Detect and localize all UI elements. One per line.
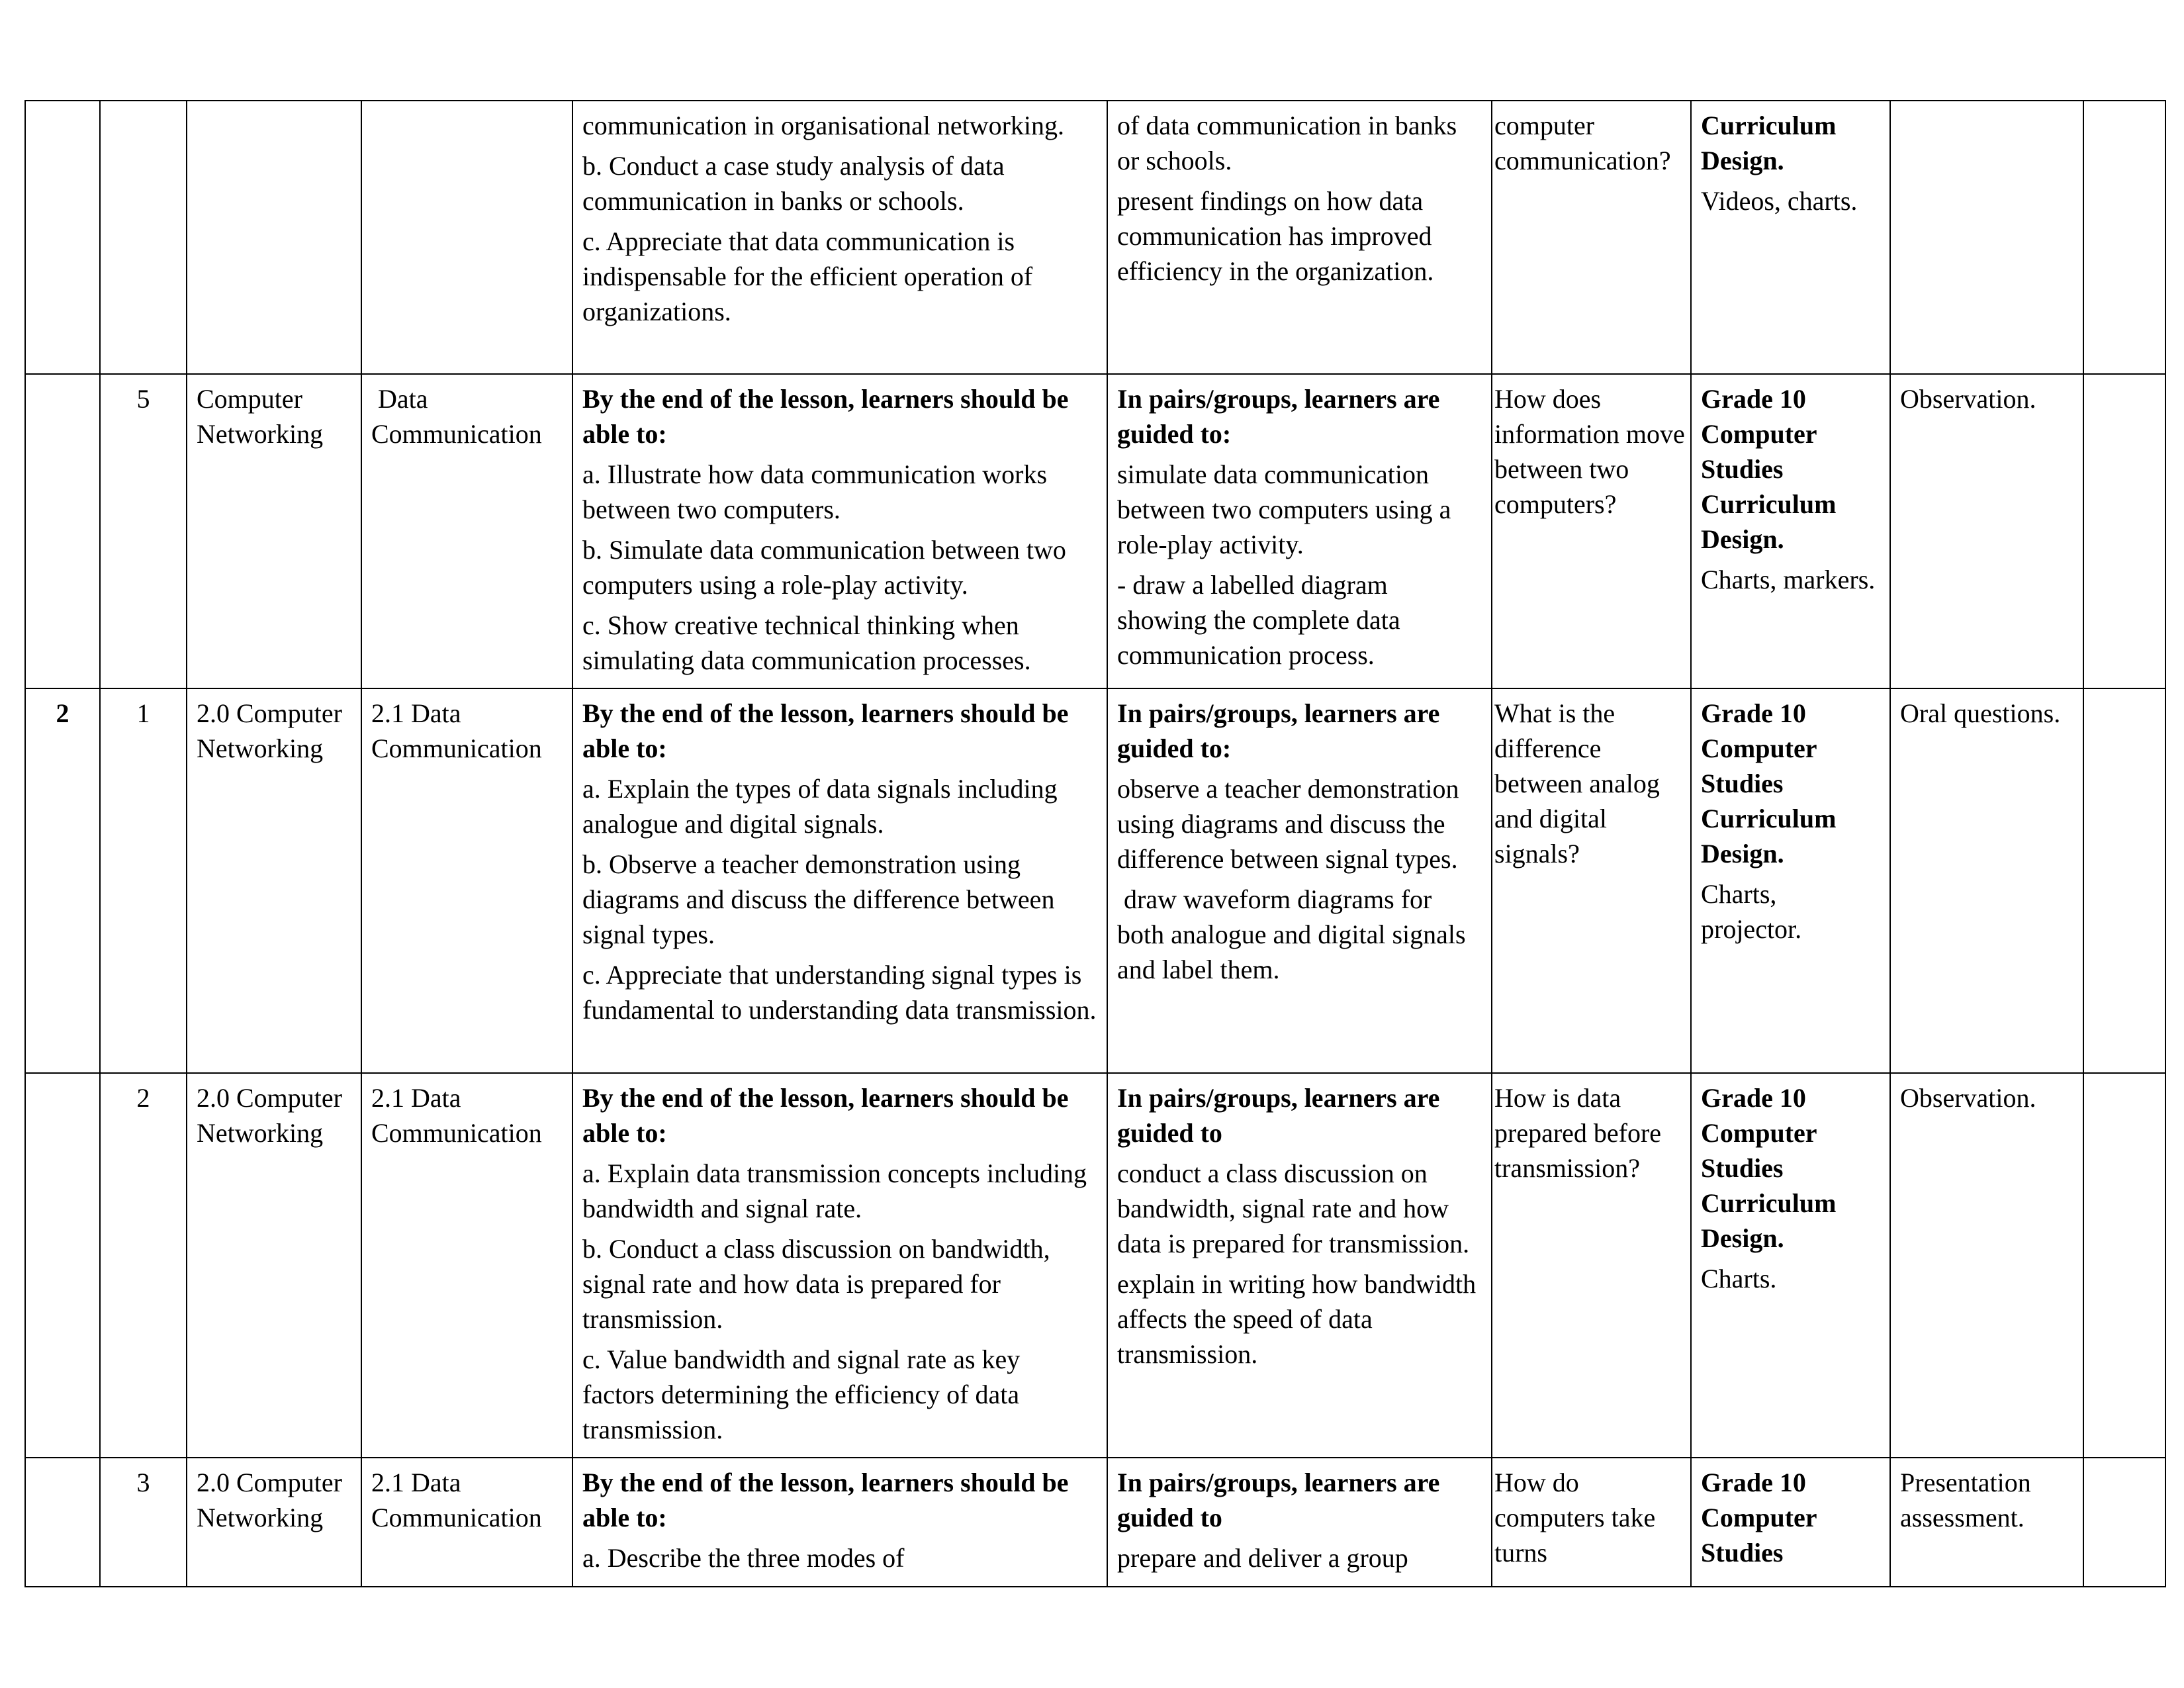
key-inquiry-cell: How is data prepared before transmission? <box>1492 1073 1691 1458</box>
outcome-heading: By the end of the lesson, learners should be able to: <box>582 698 1069 763</box>
reflection-cell <box>2083 374 2165 688</box>
strand-cell <box>187 101 361 374</box>
key-inquiry-cell: How does information move between two computers? <box>1492 374 1691 688</box>
lesson-cell: 2 <box>100 1073 187 1458</box>
resources-cell <box>1691 101 1890 374</box>
assessment-cell: Presentation assessment. <box>1890 1458 2083 1587</box>
outcome-text: a. Describe the three modes of <box>582 1543 905 1573</box>
week-cell <box>25 1458 100 1587</box>
assessment-cell: Observation. <box>1890 1073 2083 1458</box>
resource-reference: Grade 10 Computer Studies Curriculum Design. <box>1701 1083 1837 1253</box>
assessment-cell: Observation. <box>1890 374 2083 688</box>
resources-cell <box>1691 1458 1890 1587</box>
experience-text: - draw a labelled diagram showing the complete data communication process. <box>1117 570 1400 670</box>
experience-text: prepare and deliver a group <box>1117 1543 1408 1573</box>
outcome-text: c. Show creative technical thinking when simulating data communication processes. <box>582 610 1031 675</box>
resource-reference: Curriculum Design. <box>1701 111 1837 175</box>
outcome-text: c. Value bandwidth and signal rate as key factors determining the efficiency of data transmission. <box>582 1344 1021 1444</box>
outcome-heading: By the end of the lesson, learners should be able to: <box>582 1083 1069 1148</box>
learning-experiences-cell <box>1107 101 1492 374</box>
strand-cell: 2.0 Computer Networking <box>187 1458 361 1587</box>
experience-text: draw waveform diagrams for both analogue and digital signals and label them. <box>1117 884 1473 984</box>
resource-items: Videos, charts. <box>1701 186 1858 216</box>
reflection-cell <box>2083 688 2165 1073</box>
outcome-text: a. Illustrate how data communication works between two computers. <box>582 459 1048 524</box>
learning-experiences-cell <box>1107 1458 1492 1587</box>
experience-heading: In pairs/groups, learners are guided to <box>1117 1083 1440 1148</box>
week-cell <box>25 101 100 374</box>
learning-outcomes-cell <box>572 1073 1107 1458</box>
strand-cell: 2.0 Computer Networking <box>187 688 361 1073</box>
lesson-cell: 1 <box>100 688 187 1073</box>
strand-cell: 2.0 Computer Networking <box>187 1073 361 1458</box>
sub-strand-cell: 2.1 Data Communication <box>361 1073 572 1458</box>
resource-reference: Grade 10 Computer Studies Curriculum Design. <box>1701 698 1837 868</box>
learning-experiences-cell <box>1107 688 1492 1073</box>
strand-cell: Computer Networking <box>187 374 361 688</box>
key-inquiry-cell: How do computers take turns <box>1492 1458 1691 1587</box>
experience-text: observe a teacher demonstration using diagrams and discuss the difference between signal types. <box>1117 774 1459 874</box>
table-row <box>25 1073 2165 1458</box>
outcome-text: a. Explain the types of data signals including analogue and digital signals. <box>582 774 1058 839</box>
learning-outcomes-cell <box>572 101 1107 374</box>
experience-heading: In pairs/groups, learners are guided to: <box>1117 698 1440 763</box>
assessment-cell <box>1890 101 2083 374</box>
outcome-text: communication in organisational networking. <box>582 111 1065 140</box>
table-row <box>25 688 2165 1073</box>
key-inquiry-cell: What is the difference between analog and digital signals? <box>1492 688 1691 1073</box>
reflection-cell <box>2083 101 2165 374</box>
sub-strand-cell: 2.1 Data Communication <box>361 1458 572 1587</box>
outcome-text: b. Observe a teacher demonstration using diagrams and discuss the difference between signal types. <box>582 849 1055 949</box>
assessment-cell: Oral questions. <box>1890 688 2083 1073</box>
lesson-cell <box>100 101 187 374</box>
resource-items: Charts, projector. <box>1701 879 1802 944</box>
reflection-cell <box>2083 1458 2165 1587</box>
week-cell: 2 <box>25 688 100 1073</box>
experience-text: of data communication in banks or schools. <box>1117 111 1457 175</box>
reflection-cell <box>2083 1073 2165 1458</box>
key-inquiry-cell: computer communication? <box>1492 101 1691 374</box>
learning-outcomes-cell <box>572 688 1107 1073</box>
outcome-text: a. Explain data transmission concepts including bandwidth and signal rate. <box>582 1158 1087 1223</box>
experience-text: conduct a class discussion on bandwidth, signal rate and how data is prepared for transmission. <box>1117 1158 1470 1258</box>
resources-cell <box>1691 688 1890 1073</box>
table-row <box>25 374 2165 688</box>
experience-text: present findings on how data communication has improved efficiency in the organization. <box>1117 186 1434 286</box>
resource-items: Charts. <box>1701 1264 1777 1293</box>
week-cell <box>25 1073 100 1458</box>
sub-strand-cell <box>361 101 572 374</box>
learning-outcomes-cell <box>572 374 1107 688</box>
outcome-text: b. Conduct a class discussion on bandwidth, signal rate and how data is prepared for transmission. <box>582 1234 1050 1334</box>
resource-reference: Grade 10 Computer Studies Curriculum Design. <box>1701 384 1837 554</box>
learning-experiences-cell <box>1107 1073 1492 1458</box>
resource-reference: Grade 10 Computer Studies <box>1701 1468 1817 1568</box>
resource-items: Charts, markers. <box>1701 565 1876 594</box>
outcome-text: c. Appreciate that understanding signal types is fundamental to understanding data transmission. <box>582 960 1097 1025</box>
outcome-text: c. Appreciate that data communication is indispensable for the efficient operation of organizations. <box>582 226 1033 326</box>
table-row <box>25 101 2165 374</box>
resources-cell <box>1691 374 1890 688</box>
experience-text: simulate data communication between two computers using a role-play activity. <box>1117 459 1451 559</box>
outcome-heading: By the end of the lesson, learners should be able to: <box>582 384 1069 449</box>
sub-strand-cell: 2.1 Data Communication <box>361 688 572 1073</box>
outcome-text: b. Simulate data communication between two computers using a role-play activity. <box>582 535 1066 600</box>
sub-strand-cell: Data Communication <box>361 374 572 688</box>
learning-outcomes-cell <box>572 1458 1107 1587</box>
lesson-cell: 5 <box>100 374 187 688</box>
experience-heading: In pairs/groups, learners are guided to: <box>1117 384 1440 449</box>
scheme-of-work-table <box>24 100 2166 1587</box>
experience-text: explain in writing how bandwidth affects the speed of data transmission. <box>1117 1269 1477 1369</box>
experience-heading: In pairs/groups, learners are guided to <box>1117 1468 1440 1532</box>
week-cell <box>25 374 100 688</box>
outcome-heading: By the end of the lesson, learners should be able to: <box>582 1468 1069 1532</box>
learning-experiences-cell <box>1107 374 1492 688</box>
resources-cell <box>1691 1073 1890 1458</box>
lesson-cell: 3 <box>100 1458 187 1587</box>
table-row <box>25 1458 2165 1587</box>
outcome-text: b. Conduct a case study analysis of data communication in banks or schools. <box>582 151 1005 216</box>
